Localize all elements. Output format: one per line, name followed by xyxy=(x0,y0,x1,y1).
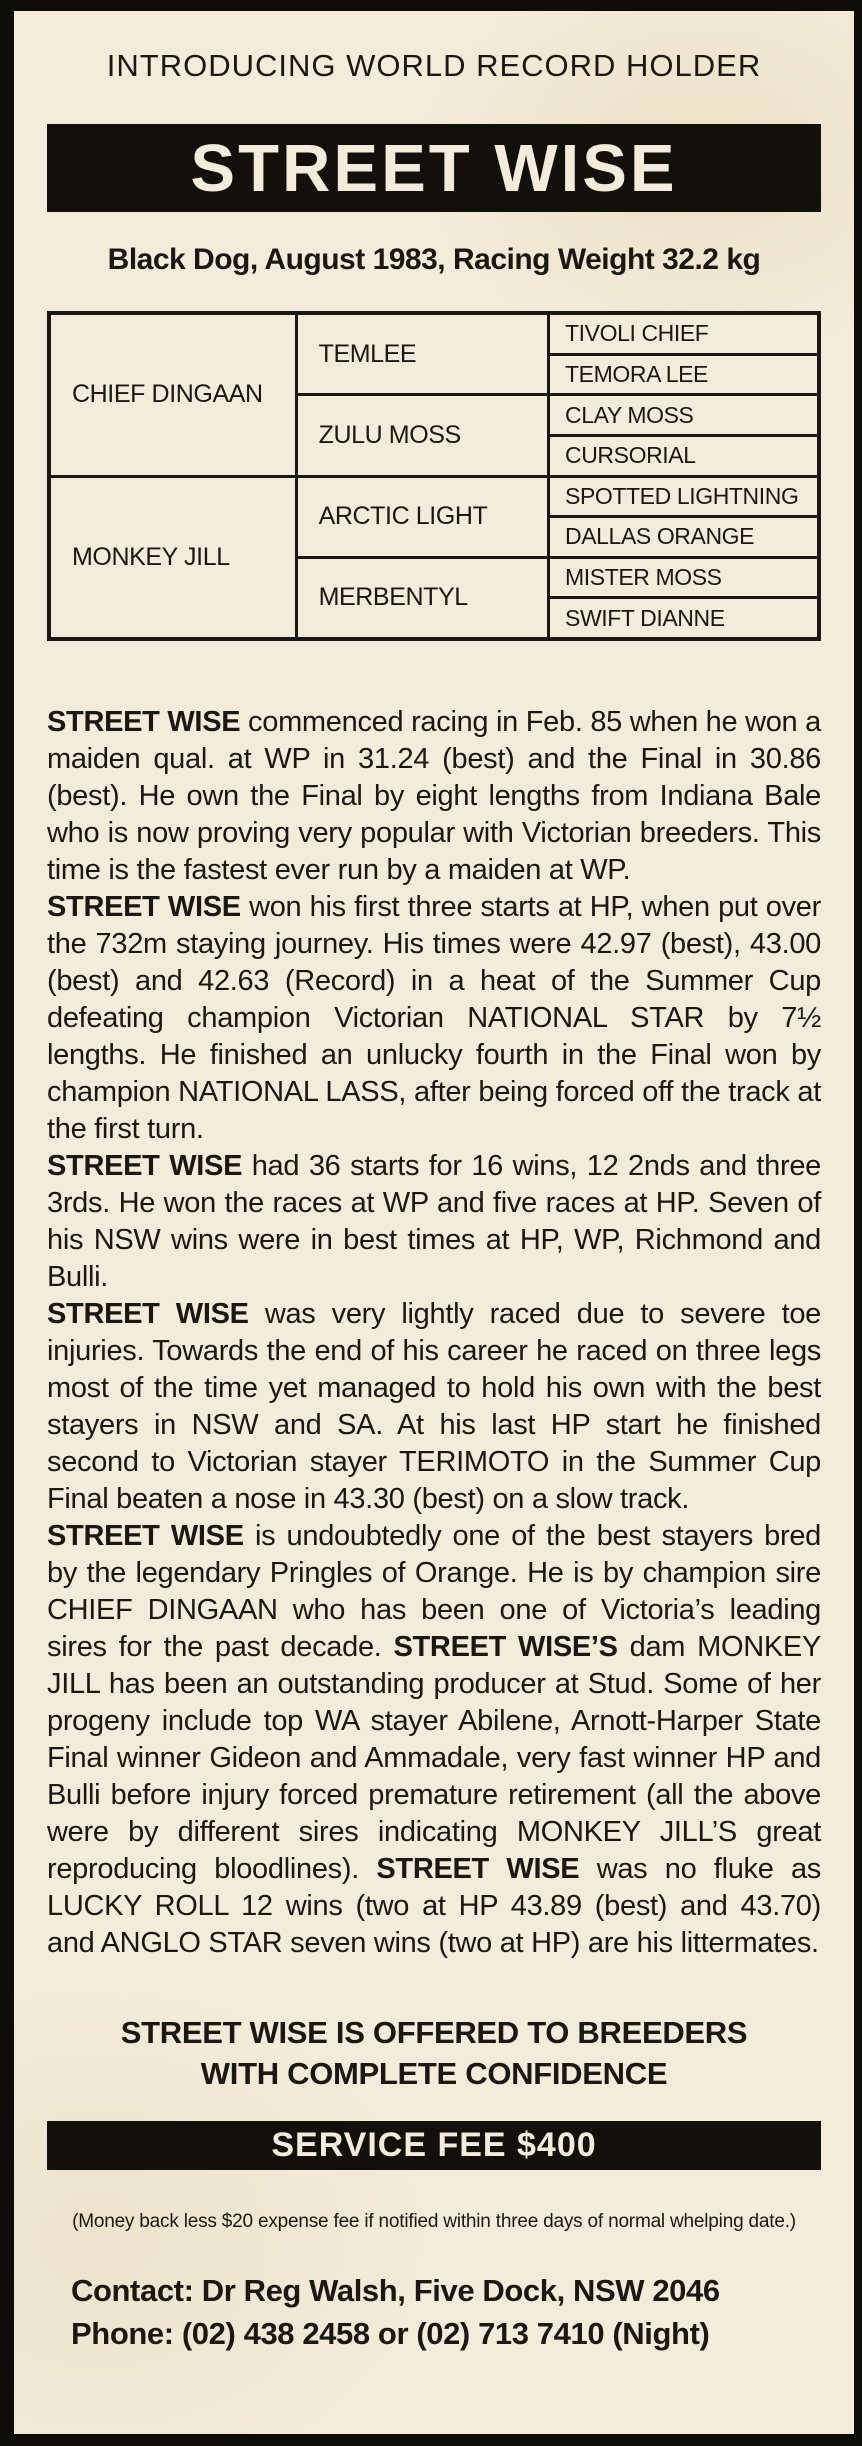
pedigree-great-grandparent-cell: DALLAS ORANGE xyxy=(550,518,817,556)
dog-name-title: STREET WISE xyxy=(190,130,678,206)
intro-heading: INTRODUCING WORLD RECORD HOLDER xyxy=(106,48,762,83)
dog-description-subtitle: Black Dog, August 1983, Racing Weight 32.2 kg xyxy=(107,243,761,276)
pedigree-table xyxy=(47,311,821,641)
pedigree-great-grandparent-cell: SWIFT DIANNE xyxy=(550,599,817,637)
pedigree-great-grandparent-cell: SPOTTED LIGHTNING xyxy=(550,478,817,516)
pedigree-dam-cell: MONKEY JILL xyxy=(51,478,295,638)
pedigree-sire-cell: CHIEF DINGAAN xyxy=(51,315,295,475)
service-fee-banner xyxy=(47,2121,821,2170)
body-paragraph xyxy=(47,1148,821,1296)
refund-note: (Money back less $20 expense fee if notified within three days of normal whelping date.) xyxy=(72,2211,796,2232)
pedigree-great-grandparent-cell: CLAY MOSS xyxy=(550,396,817,434)
paragraph-lead: STREET WISE xyxy=(47,891,241,923)
pedigree-great-grandparent-cell: TIVOLI CHIEF xyxy=(550,315,817,353)
phone-line: Phone: (02) 438 2458 or (02) 713 7410 (Night) xyxy=(71,2316,710,2351)
paragraph-lead: STREET WISE xyxy=(47,706,241,738)
paragraph-lead: STREET WISE xyxy=(47,1150,243,1182)
pedigree-grandsire-cell: ARCTIC LIGHT xyxy=(298,478,547,556)
pedigree-great-grandparent-cell: TEMORA LEE xyxy=(550,356,817,394)
paper-page xyxy=(14,11,854,2434)
paragraph-text: was very lightly raced due to severe toe injuries. Towards the end of his career he raced on three legs most of the time yet managed to hold his own with the best stayers in NSW and SA. At his last HP start he finished second to Victorian stayer TERIMOTO in the Summer Cup Final beaten a nose in 43.30 (best) on a slow track. xyxy=(47,1298,821,1515)
body-copy xyxy=(47,704,821,1962)
pedigree-granddam-cell: MERBENTYL xyxy=(298,559,547,637)
paragraph-text: dam MONKEY JILL has been an outstanding producer at Stud. Some of her progeny include top WA stayer Abilene, Arnott-Harper State Final winner Gideon and Ammadale, very fast winner HP and Bulli before injury forced premature retirement (all the above were by different sires indicating MONKEY JILL’S great reproducing bloodlines). xyxy=(47,1631,821,1885)
paragraph-text: won his first three starts at HP, when put over the 732m staying journey. His times were 42.97 (best), 43.00 (best) and 42.63 (Record) in a heat of the Summer Cup defeating champion Victorian NATIONAL STAR by 7½ lengths. He finished an unlucky fourth in the Final won by champion NATIONAL LASS, after being forced off the track at the first turn. xyxy=(47,891,821,1145)
paragraph-lead: STREET WISE xyxy=(47,1520,244,1552)
service-fee-text: SERVICE FEE $400 xyxy=(271,2126,597,2164)
pedigree-grandsire-cell: TEMLEE xyxy=(298,315,547,393)
body-paragraph xyxy=(47,889,821,1148)
paragraph-lead: STREET WISE xyxy=(376,1853,580,1885)
pedigree-great-grandparent-cell: CURSORIAL xyxy=(550,437,817,475)
body-paragraph xyxy=(47,1296,821,1518)
contact-block xyxy=(47,2269,821,2355)
paragraph-text: was no fluke as LUCKY ROLL 12 wins (two at HP 43.89 (best) and 43.70) and ANGLO STAR seven wins (two at HP) are his littermates. xyxy=(47,1853,821,1959)
paragraph-text: had 36 starts for 16 wins, 12 2nds and three 3rds. He won the races at WP and five races at HP. Seven of his NSW wins were in best times at HP, WP, Richmond and Bulli. xyxy=(47,1150,821,1293)
title-banner xyxy=(47,124,821,212)
offer-heading: STREET WISE IS OFFERED TO BREEDERS WITH COMPLETE CONFIDENCE xyxy=(120,2015,748,2091)
body-paragraph xyxy=(47,704,821,889)
body-paragraph xyxy=(47,1518,821,1962)
paragraph-text: is undoubtedly one of the best stayers bred by the legendary Pringles of Orange. He is by champion sire CHIEF DINGAAN who has been one of Victoria’s leading sires for the past decade. xyxy=(47,1520,821,1663)
paragraph-text: commenced racing in Feb. 85 when he won a maiden qual. at WP in 31.24 (best) and the Final in 30.86 (best). He own the Final by eight lengths from Indiana Bale who is now proving very popular with Victorian breeders. This time is the fastest ever run by a maiden at WP. xyxy=(47,706,821,886)
pedigree-great-grandparent-cell: MISTER MOSS xyxy=(550,559,817,597)
paragraph-lead: STREET WISE xyxy=(47,1298,249,1330)
paragraph-lead: STREET WISE’S xyxy=(393,1631,618,1663)
contact-line: Contact: Dr Reg Walsh, Five Dock, NSW 2046 xyxy=(71,2273,720,2308)
pedigree-granddam-cell: ZULU MOSS xyxy=(298,396,547,474)
